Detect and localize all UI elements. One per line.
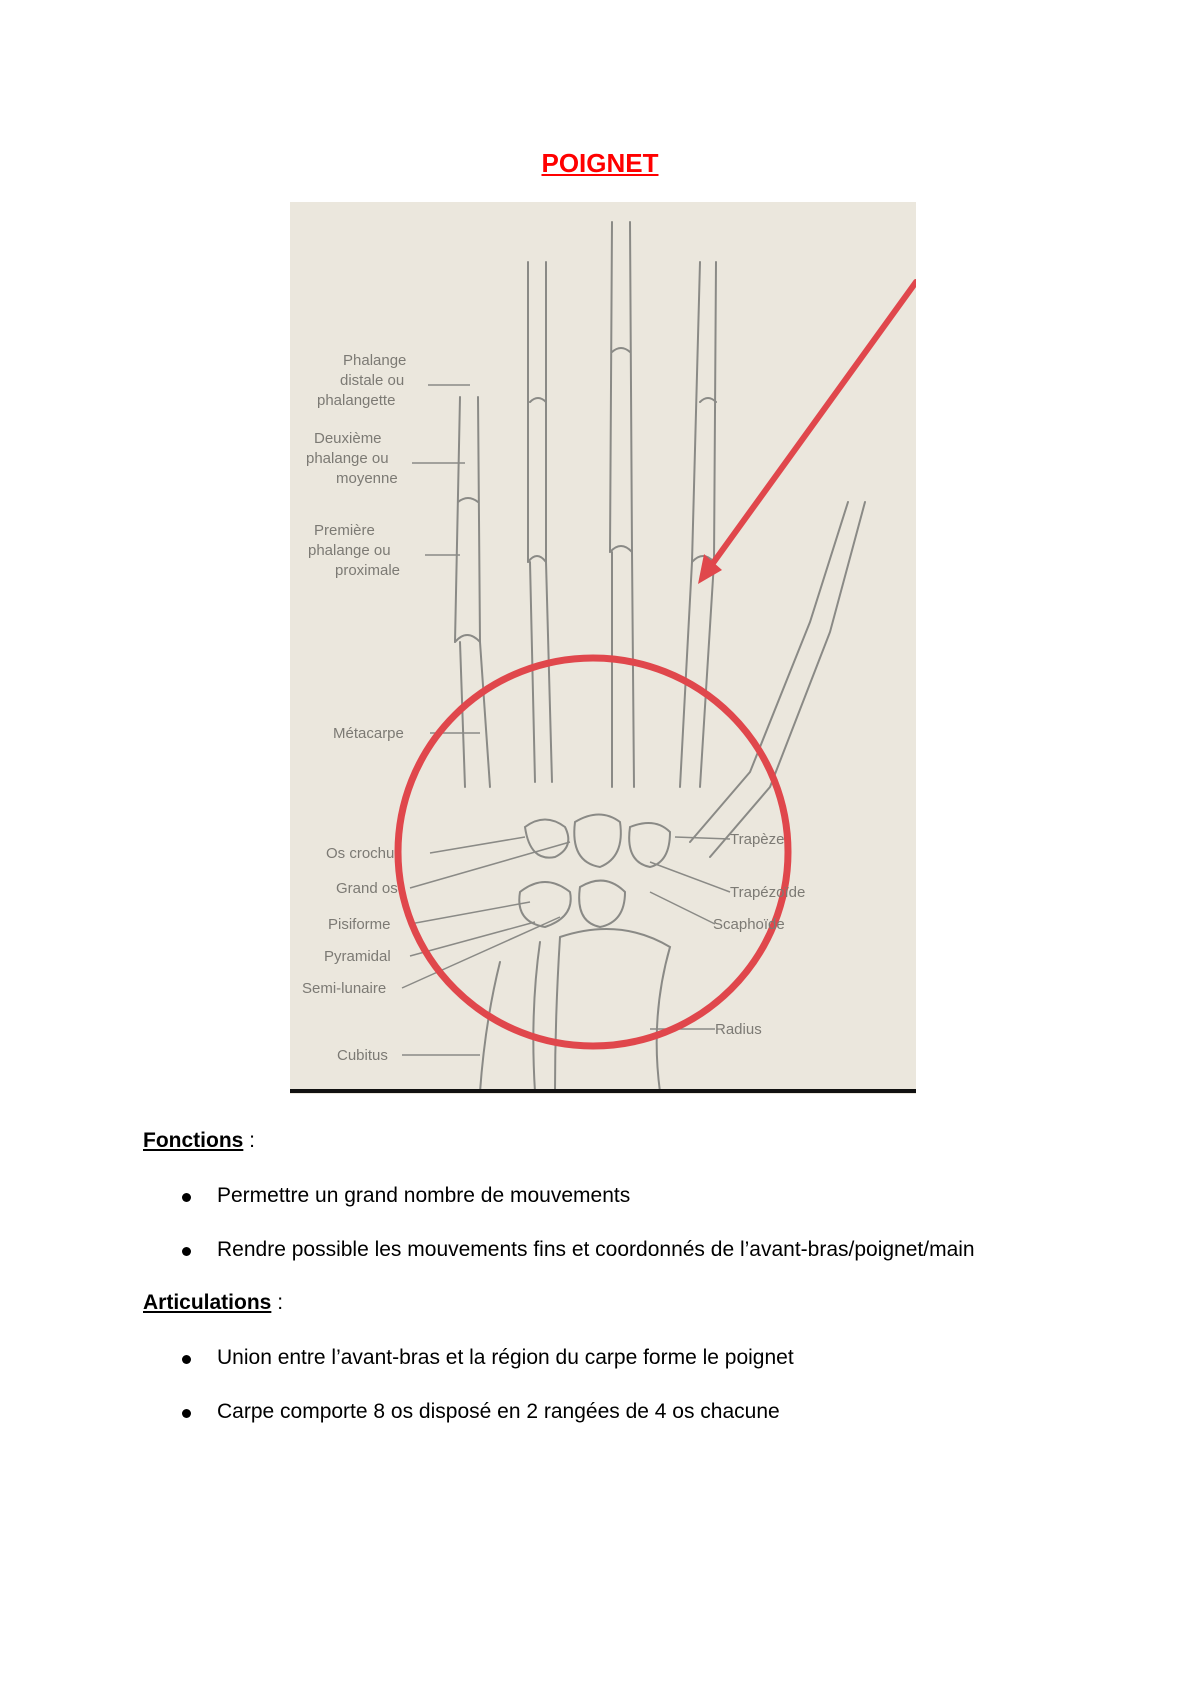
label-phalange-distale-3: phalangette (317, 392, 396, 409)
label-trapezoide: Trapézoïde (730, 884, 806, 901)
fonctions-heading-colon: : (249, 1129, 256, 1152)
label-grand-os: Grand os (336, 880, 398, 897)
label-premiere-phalange-2: phalange ou (308, 542, 391, 559)
fonctions-heading-text: Fonctions (143, 1129, 244, 1152)
bullet-icon (182, 1247, 191, 1256)
list-item-text: Rendre possible les mouvements fins et coordonnés de l’avant-bras/poignet/main (217, 1238, 975, 1261)
label-phalange-distale-1: Phalange (343, 352, 407, 369)
label-premiere-phalange-1: Première (314, 522, 375, 539)
label-deuxieme-phalange-3: moyenne (336, 470, 398, 487)
label-scaphoide: Scaphoïde (713, 916, 785, 933)
label-trapeze: Trapèze (730, 831, 785, 848)
label-premiere-phalange-3: proximale (335, 562, 401, 579)
bones (455, 222, 865, 1092)
label-semi-lunaire: Semi-lunaire (302, 980, 387, 997)
label-phalange-distale-2: distale ou (340, 372, 405, 389)
highlight-arrow-shaft (708, 282, 916, 570)
bullet-icon (182, 1193, 191, 1202)
articulations-heading (143, 1291, 283, 1315)
wrist-highlight-circle (398, 658, 788, 1046)
hand-skeleton-illustration (290, 202, 916, 1094)
list-item-text: Union entre l’avant-bras et la région du carpe forme le poignet (217, 1346, 794, 1369)
label-pyramidal: Pyramidal (324, 948, 391, 965)
list-item-text: Permettre un grand nombre de mouvements (217, 1184, 631, 1207)
articulations-heading-colon: : (277, 1291, 284, 1314)
page-title: POIGNET (541, 148, 659, 178)
label-pisiforme: Pisiforme (328, 916, 391, 933)
label-os-crochu: Os crochu (326, 845, 395, 862)
fonctions-heading (143, 1129, 255, 1153)
hand-skeleton-figure (290, 202, 916, 1094)
articulations-heading-text: Articulations (143, 1291, 272, 1314)
label-deuxieme-phalange-1: Deuxième (314, 430, 382, 447)
label-radius: Radius (715, 1021, 762, 1038)
label-cubitus: Cubitus (337, 1047, 388, 1064)
label-metacarpe: Métacarpe (333, 725, 404, 742)
bullet-icon (182, 1355, 191, 1364)
figure-bottom-border (290, 1089, 916, 1093)
label-deuxieme-phalange-2: phalange ou (306, 450, 389, 467)
bullet-icon (182, 1409, 191, 1418)
list-item-text: Carpe comporte 8 os disposé en 2 rangées de 4 os chacune (217, 1400, 780, 1423)
